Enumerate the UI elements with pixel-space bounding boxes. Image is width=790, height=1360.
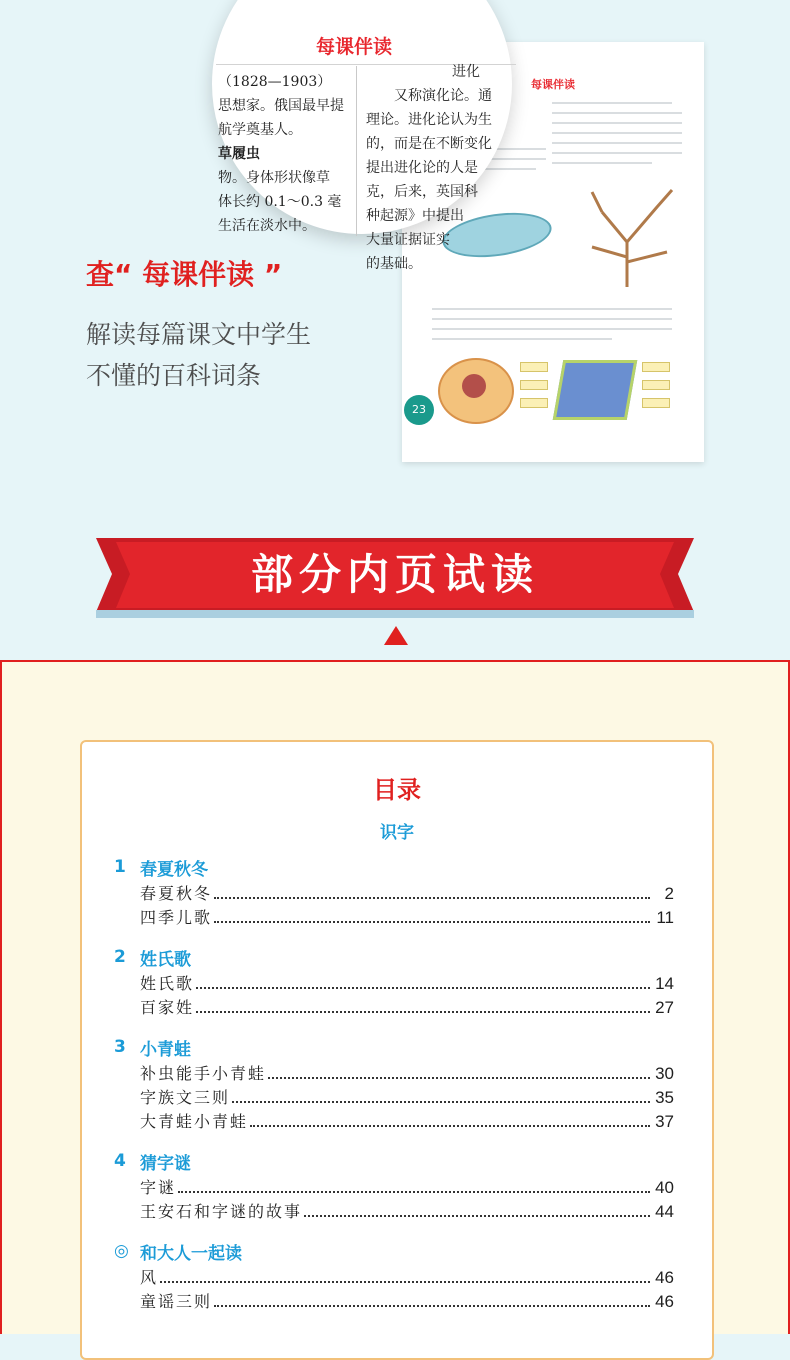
entry-label: 补虫能手小青蛙 <box>140 1064 267 1083</box>
unit-heading <box>114 944 674 970</box>
text-line <box>552 132 682 134</box>
text-line <box>552 102 672 104</box>
leader-dots <box>268 1077 650 1079</box>
promo-description <box>86 314 311 396</box>
toc-title: 目录 <box>373 776 421 804</box>
label-box <box>642 380 670 390</box>
text-line: 理论。进化论认为生 <box>366 112 492 128</box>
entry-label: 童谣三则 <box>140 1292 213 1311</box>
text-line <box>432 328 672 330</box>
leader-dots <box>178 1191 650 1193</box>
entry-page: 27 <box>655 998 674 1017</box>
evolution-tree-illustration <box>562 182 692 292</box>
entry-page: 46 <box>655 1292 674 1311</box>
magnifier-title: 每课伴读 <box>316 36 393 58</box>
term-heading: 草履虫 <box>218 146 260 162</box>
leader-dots <box>232 1101 650 1103</box>
leader-dots <box>304 1215 650 1217</box>
text-line: 航学奠基人。 <box>218 122 302 138</box>
magnifier-circle <box>212 0 512 272</box>
entry-label: 风 <box>140 1268 159 1287</box>
toc-entry[interactable] <box>140 1264 674 1288</box>
unit-number: 3 <box>114 1037 126 1057</box>
entry-page: 37 <box>655 1112 674 1131</box>
toc-entry[interactable] <box>140 1060 674 1084</box>
label-box <box>642 362 670 372</box>
toc-entry[interactable] <box>140 994 674 1018</box>
text-line <box>432 338 612 340</box>
text-line <box>432 308 672 310</box>
term-heading: 进化 <box>452 64 480 80</box>
text-line: 大量证据证实 <box>366 232 450 248</box>
toc-unit <box>114 854 674 928</box>
text-line: （1828—1903） <box>218 74 332 90</box>
text-line <box>552 152 682 154</box>
text-line <box>552 162 652 164</box>
text-line: 思想家。俄国最早提 <box>218 98 344 114</box>
promo-heading: 查“ 每课伴读 ” <box>86 258 283 291</box>
unit-heading <box>114 854 674 880</box>
label-box <box>642 398 670 408</box>
unit-name: 和大人一起读 <box>140 1243 242 1264</box>
leader-dots <box>196 987 650 989</box>
unit-name: 猜字谜 <box>140 1153 191 1174</box>
entry-label: 字谜 <box>140 1178 177 1197</box>
toc-entry[interactable] <box>140 1084 674 1108</box>
text-line <box>552 112 682 114</box>
text-line: 生活在淡水中。 <box>218 218 316 234</box>
entry-page: 46 <box>655 1268 674 1287</box>
entry-label: 春夏秋冬 <box>140 884 213 903</box>
toc-entry[interactable] <box>140 970 674 994</box>
text-line: 体长约 0.1～0.3 毫 <box>218 194 342 210</box>
promo-text-line: 解读每篇课文中学生 <box>86 320 312 349</box>
unit-number: 2 <box>114 947 126 967</box>
entry-page: 40 <box>655 1178 674 1197</box>
leader-dots <box>196 1011 650 1013</box>
toc-entry[interactable] <box>140 1108 674 1132</box>
leader-dots <box>214 921 650 923</box>
toc-entry[interactable] <box>140 1288 674 1312</box>
unit-number: ◎ <box>114 1241 129 1261</box>
text-line <box>552 142 682 144</box>
text-line: 种起源》中提出 <box>366 208 464 224</box>
unit-name: 春夏秋冬 <box>140 859 208 880</box>
entry-page: 30 <box>655 1064 674 1083</box>
label-box <box>520 398 548 408</box>
text-line <box>432 318 672 320</box>
unit-name: 姓氏歌 <box>140 949 191 970</box>
unit-number: 1 <box>114 857 126 877</box>
triangle-pointer-icon <box>384 626 408 645</box>
text-line: 的，而是在不断变化 <box>366 136 492 152</box>
entry-page: 35 <box>655 1088 674 1107</box>
entry-label: 大青蛙小青蛙 <box>140 1112 249 1131</box>
leader-dots <box>160 1281 650 1283</box>
table-of-contents <box>80 740 714 1360</box>
toc-entry[interactable] <box>140 904 674 928</box>
entry-label: 百家姓 <box>140 998 195 1017</box>
toc-unit <box>114 1148 674 1222</box>
entry-page: 11 <box>656 908 674 927</box>
text-line: 的基础。 <box>366 256 422 272</box>
leader-dots <box>214 897 650 899</box>
toc-entry[interactable] <box>140 1198 674 1222</box>
entry-page: 14 <box>655 974 674 993</box>
column-divider <box>356 66 357 236</box>
unit-heading <box>114 1238 674 1264</box>
promo-text-line: 不懂的百科词条 <box>86 361 262 390</box>
entry-label: 四季儿歌 <box>140 908 213 927</box>
toc-unit <box>114 1034 674 1132</box>
unit-heading <box>114 1034 674 1060</box>
text-line: 又称演化论。通 <box>394 88 492 104</box>
text-line: 克，后来，英国科 <box>366 184 478 200</box>
book-page-title: 每课伴读 <box>531 78 575 91</box>
plant-cell-illustration <box>553 360 638 420</box>
page-number-badge: 23 <box>404 395 434 425</box>
toc-entry[interactable] <box>140 880 674 904</box>
text-line <box>552 122 682 124</box>
text-line: 提出进化论的人是 <box>366 160 478 176</box>
label-box <box>520 362 548 372</box>
text-line: 物。身体形状像草 <box>218 170 330 186</box>
entry-label: 字族文三则 <box>140 1088 231 1107</box>
entry-label: 姓氏歌 <box>140 974 195 993</box>
leader-dots <box>214 1305 650 1307</box>
entry-label: 王安石和字谜的故事 <box>140 1202 303 1221</box>
nucleus-illustration <box>462 374 486 398</box>
entry-page: 44 <box>655 1202 674 1221</box>
ribbon-banner <box>92 528 698 628</box>
promo-section <box>0 0 790 660</box>
unit-number: 4 <box>114 1151 126 1171</box>
toc-unit <box>114 944 674 1018</box>
magnifier-left-column <box>218 70 344 238</box>
label-box <box>520 380 548 390</box>
unit-name: 小青蛙 <box>140 1039 191 1060</box>
toc-section-heading: 识字 <box>380 823 414 843</box>
preview-section <box>0 660 790 1334</box>
unit-heading <box>114 1148 674 1174</box>
banner-label: 部分内页试读 <box>250 550 539 599</box>
toc-entry[interactable] <box>140 1174 674 1198</box>
toc-unit <box>114 1238 674 1312</box>
leader-dots <box>250 1125 650 1127</box>
magnifier-right-column <box>366 60 492 276</box>
entry-page: 2 <box>664 884 674 903</box>
